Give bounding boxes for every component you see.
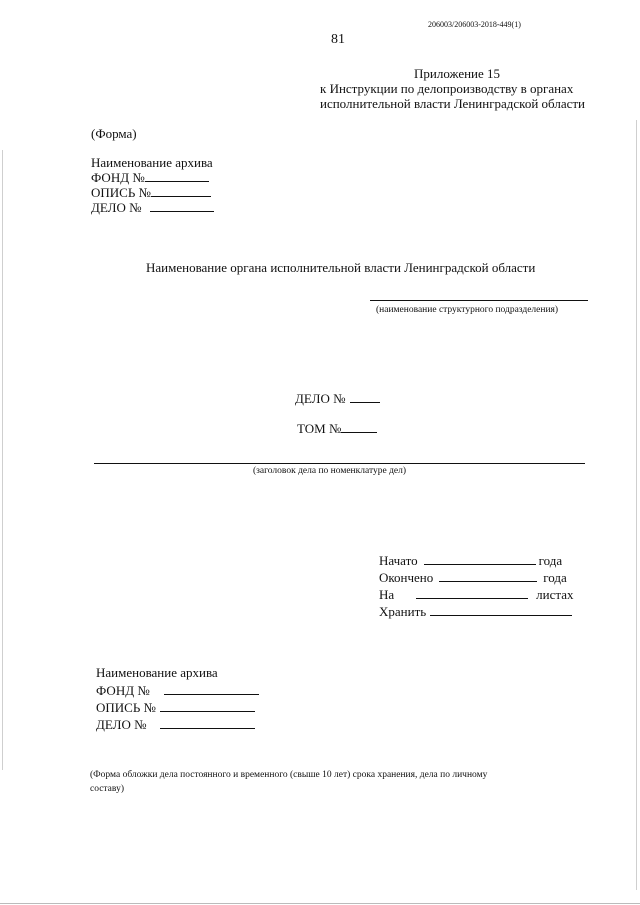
keep-field (379, 604, 572, 620)
footnote-line-2: составу) (90, 784, 124, 794)
delo-field-top (91, 200, 214, 216)
appendix-title: Приложение 15 (414, 66, 501, 81)
organ-name: Наименование органа исполнительной власти Ленинградской области (146, 260, 536, 275)
delo-blank (160, 717, 255, 729)
page-number: 81 (331, 32, 345, 47)
sheets-suffix: листах (536, 587, 574, 602)
structural-line (370, 300, 588, 301)
volume-label: ТОМ № (297, 421, 342, 436)
case-blank (350, 391, 380, 403)
structural-caption: (наименование структурного подразделения) (376, 305, 559, 315)
started-blank (424, 553, 536, 565)
on-label: На (379, 587, 395, 602)
keep-label: Хранить (379, 604, 427, 619)
fond-field-top (91, 170, 209, 186)
delo-label: ДЕЛО № (91, 200, 142, 215)
footnote-line-1: (Форма обложки дела постоянного и временного (свыше 10 лет) срока хранения, дела по личному (90, 770, 488, 780)
opis-label: ОПИСЬ № (91, 185, 151, 200)
volume-blank (341, 421, 377, 433)
heading-caption: (заголовок дела по номенклатуре дел) (253, 466, 407, 476)
fond-blank (145, 170, 209, 182)
opis-field-top (91, 185, 211, 201)
opis-blank (151, 185, 211, 197)
form-label: (Форма) (91, 126, 137, 141)
delo-field-bottom (96, 717, 255, 733)
keep-blank (430, 604, 572, 616)
opis-blank (160, 700, 255, 712)
ended-suffix: года (543, 570, 567, 585)
delo-label: ДЕЛО № (96, 717, 147, 732)
started-label: Начато (379, 553, 418, 568)
fond-field-bottom (96, 683, 259, 699)
scan-edge-left (2, 150, 3, 770)
started-suffix: года (538, 553, 563, 568)
archive-name-top: Наименование архива (91, 155, 213, 170)
document-id: 206003/206003-2018-449(1) (428, 20, 521, 29)
ended-field (379, 570, 567, 586)
appendix-line-2: исполнительной власти Ленинградской области (320, 96, 586, 111)
heading-line (94, 463, 585, 464)
fond-label: ФОНД № (96, 683, 150, 698)
fond-blank (164, 683, 259, 695)
fond-label: ФОНД № (91, 170, 145, 185)
archive-name-bottom: Наименование архива (96, 665, 218, 680)
started-field (379, 553, 562, 569)
scan-bottom-edge (0, 903, 640, 904)
volume-number-field (297, 421, 377, 437)
delo-blank (150, 200, 214, 212)
scan-edge-right (636, 120, 637, 890)
opis-field-bottom (96, 700, 255, 716)
ended-blank (439, 570, 537, 582)
opis-label: ОПИСЬ № (96, 700, 156, 715)
ended-label: Окончено (379, 570, 434, 585)
case-label: ДЕЛО № (295, 391, 346, 406)
sheets-blank (416, 587, 528, 599)
case-number-field (295, 391, 380, 407)
sheets-field (379, 587, 574, 603)
appendix-line-1: к Инструкции по делопроизводству в органах (320, 81, 574, 96)
